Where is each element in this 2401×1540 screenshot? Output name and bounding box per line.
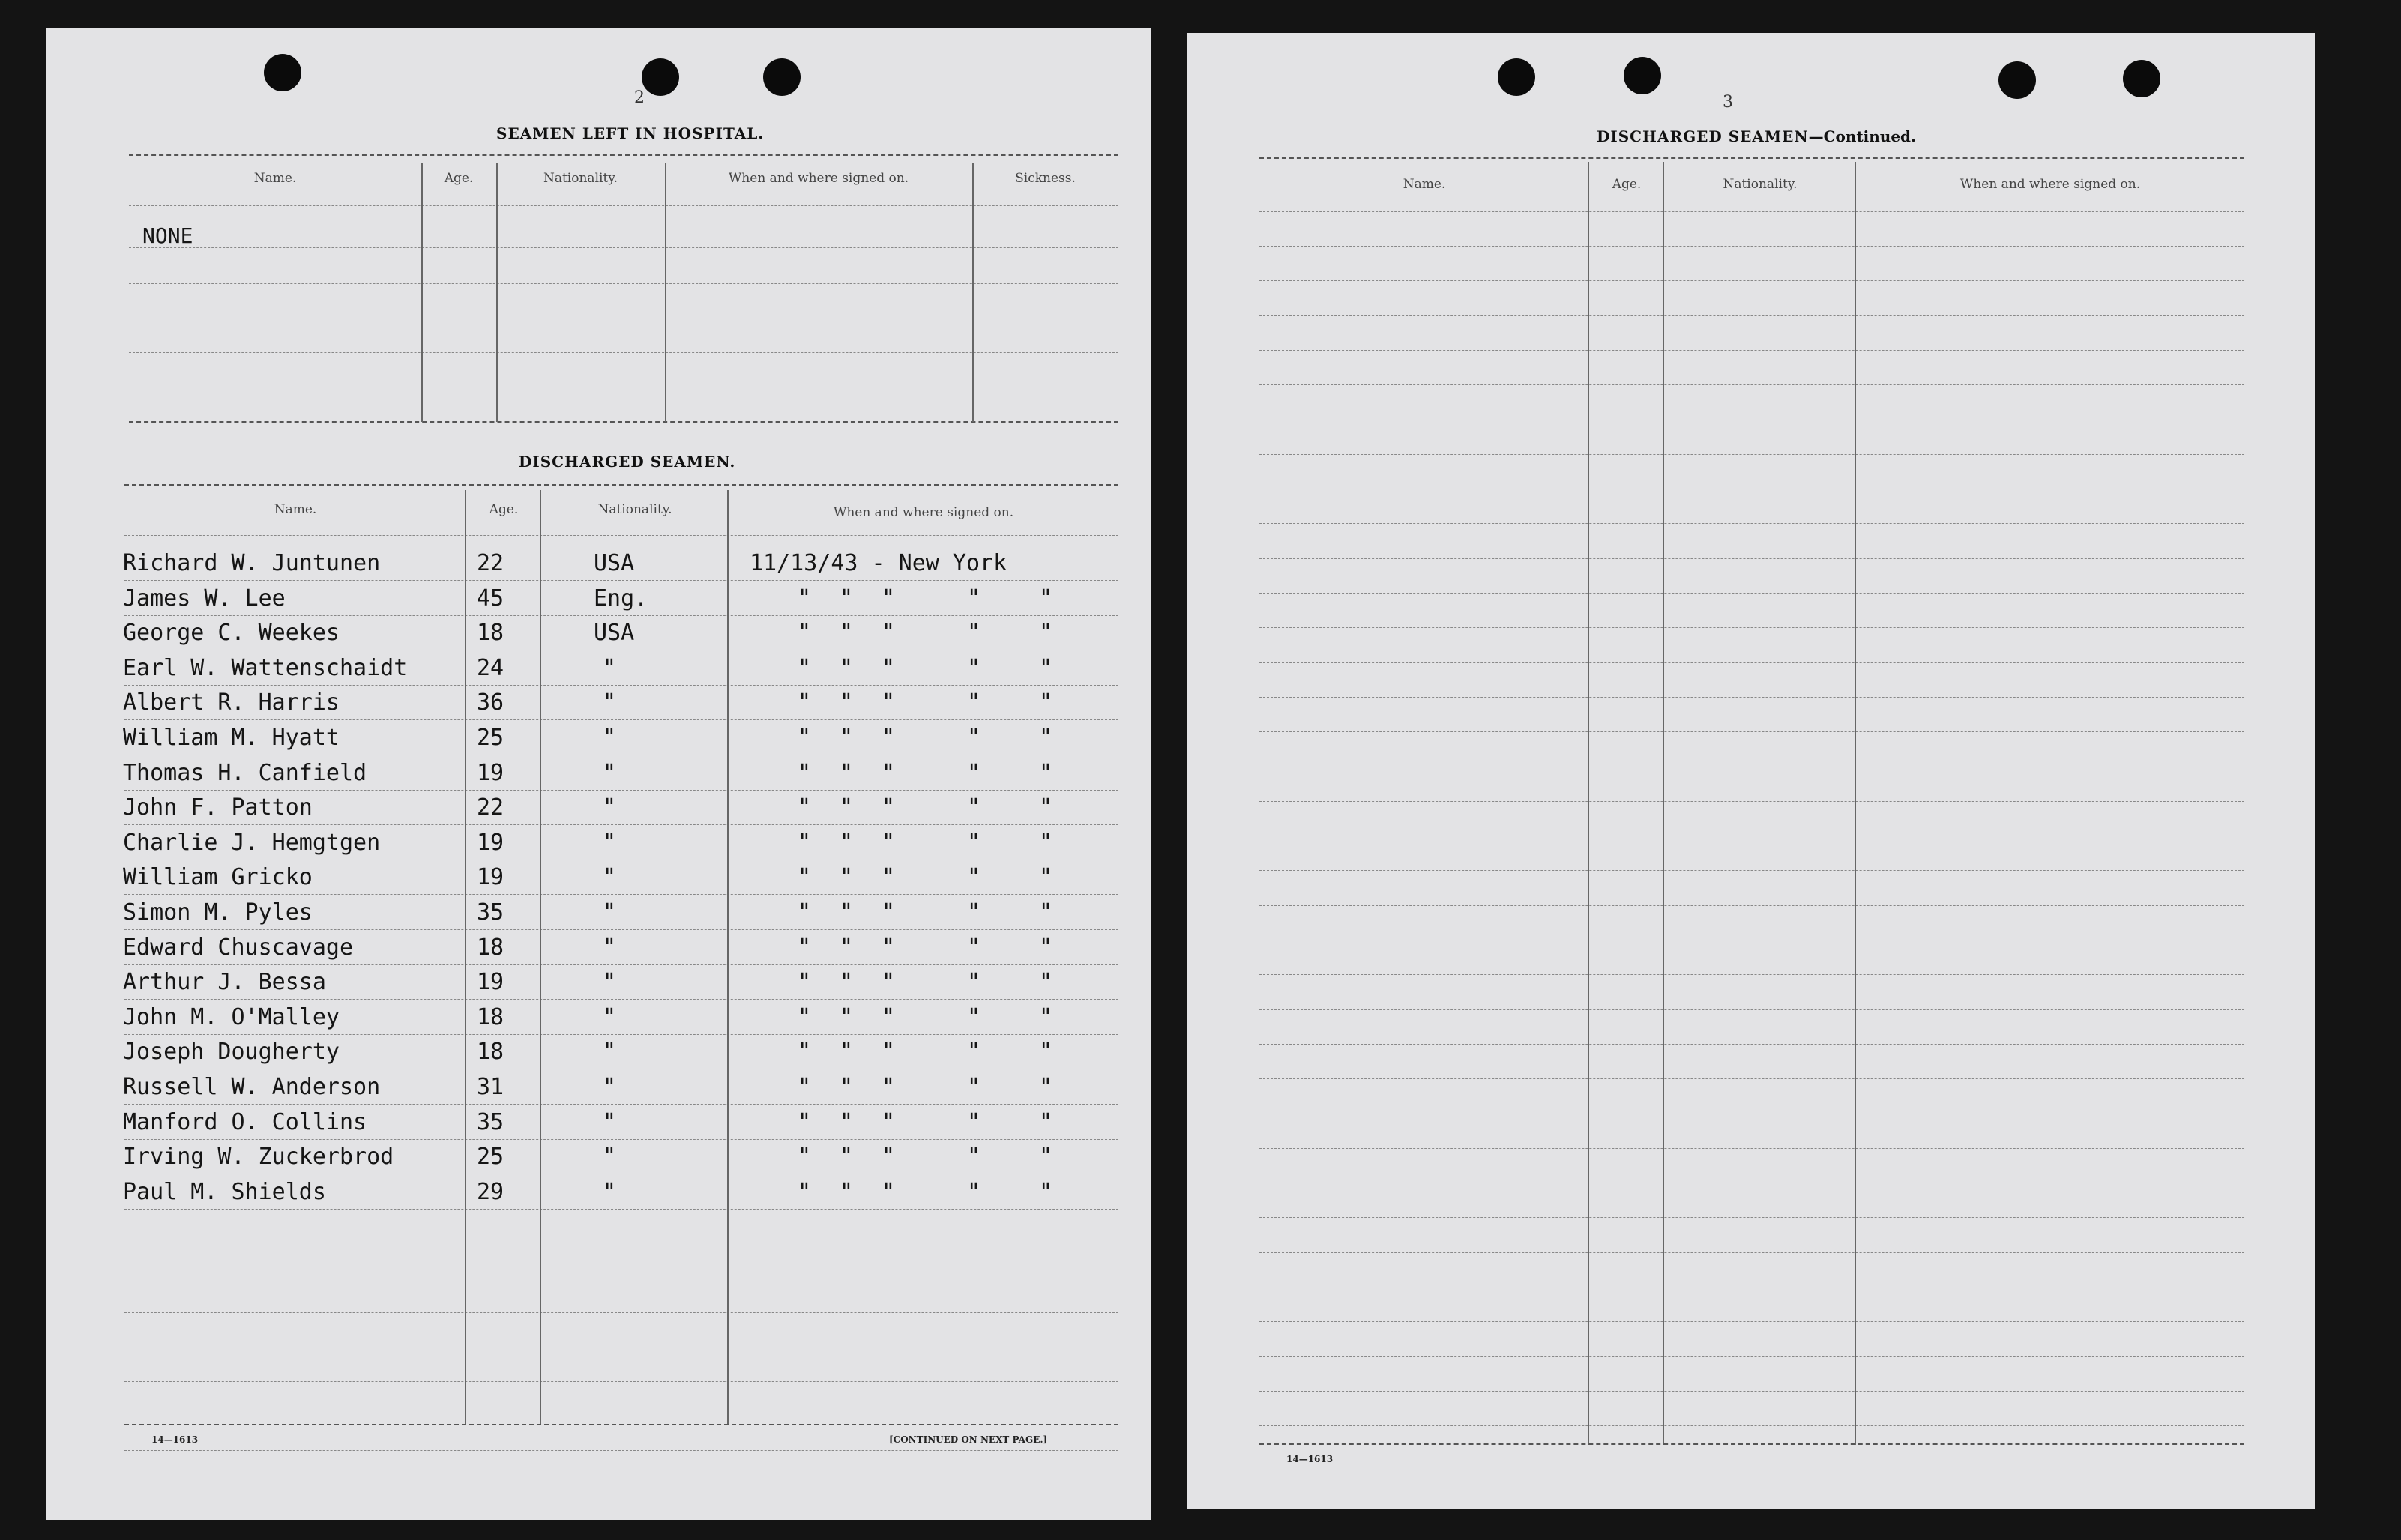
ditto-mark: " xyxy=(967,654,981,681)
ditto-mark: " xyxy=(882,654,896,681)
ditto-mark: " xyxy=(967,1178,981,1205)
table-rule xyxy=(1259,1148,2244,1149)
table-rule xyxy=(1259,1044,2244,1045)
table-rule xyxy=(124,999,1118,1000)
table-rule xyxy=(1259,1078,2244,1079)
column-divider xyxy=(421,163,423,422)
ditto-mark: " xyxy=(840,1178,854,1205)
table-rule xyxy=(1259,731,2244,732)
ditto-mark: " xyxy=(840,759,854,786)
seaman-age: 18 xyxy=(477,934,504,961)
table-rule xyxy=(124,1104,1118,1105)
ditto-mark: " xyxy=(967,1003,981,1030)
ditto-mark: " xyxy=(1039,829,1053,856)
ditto-mark: " xyxy=(840,1108,854,1135)
table-rule xyxy=(129,352,1118,353)
ditto-mark: " xyxy=(603,654,617,681)
ditto-mark: " xyxy=(603,1003,617,1030)
table-rule xyxy=(124,685,1118,686)
table-rule xyxy=(124,615,1118,616)
punch-hole xyxy=(2123,60,2160,97)
ditto-mark: " xyxy=(798,864,812,891)
seaman-age: 22 xyxy=(477,550,504,576)
ditto-mark: " xyxy=(603,829,617,856)
table-rule xyxy=(124,1381,1118,1382)
seaman-name: Charlie J. Hemgtgen xyxy=(123,829,381,856)
column-header: When and where signed on. xyxy=(728,171,909,186)
ditto-mark: " xyxy=(798,1003,812,1030)
column-header: Name. xyxy=(1403,177,1446,192)
ditto-mark: " xyxy=(798,1178,812,1205)
form-number: 14—1613 xyxy=(1286,1454,1334,1464)
column-divider xyxy=(727,490,729,1425)
punch-hole xyxy=(1498,58,1535,96)
ditto-mark: " xyxy=(840,725,854,751)
table-rule xyxy=(1259,1252,2244,1253)
page-number: 2 xyxy=(634,88,645,107)
table-rule xyxy=(124,964,1118,965)
table-rule xyxy=(1259,974,2244,975)
continued-heading xyxy=(1597,127,1916,145)
seaman-age: 18 xyxy=(477,1039,504,1066)
table-rule xyxy=(129,154,1118,156)
ditto-mark: " xyxy=(1039,759,1053,786)
table-rule xyxy=(124,1450,1118,1451)
seaman-name: William M. Hyatt xyxy=(123,725,340,751)
column-divider xyxy=(665,163,666,422)
column-divider xyxy=(496,163,498,422)
ditto-mark: " xyxy=(798,794,812,821)
column-divider xyxy=(1855,162,1856,1445)
seaman-name: Thomas H. Canfield xyxy=(123,759,367,786)
column-divider xyxy=(540,490,541,1425)
ditto-mark: " xyxy=(967,864,981,891)
punch-hole xyxy=(1998,61,2036,99)
column-divider xyxy=(465,490,466,1425)
table-rule xyxy=(124,1034,1118,1035)
ditto-mark: " xyxy=(840,864,854,891)
seaman-age: 19 xyxy=(477,864,504,891)
ditto-mark: " xyxy=(882,934,896,961)
table-rule xyxy=(1259,1443,2244,1445)
table-rule xyxy=(124,580,1118,581)
seaman-name: Edward Chuscavage xyxy=(123,934,354,961)
seaman-age: 18 xyxy=(477,620,504,647)
column-header: Nationality. xyxy=(543,171,618,186)
ditto-mark: " xyxy=(882,1108,896,1135)
heading-suffix: —Continued. xyxy=(1808,127,1916,145)
ditto-mark: " xyxy=(1039,934,1053,961)
table-rule xyxy=(1259,454,2244,455)
seaman-nationality: USA xyxy=(594,550,635,576)
ditto-mark: " xyxy=(603,794,617,821)
seaman-age: 31 xyxy=(477,1074,504,1100)
column-divider xyxy=(972,163,974,422)
ditto-mark: " xyxy=(967,689,981,716)
column-header: Nationality. xyxy=(1723,177,1798,192)
ditto-mark: " xyxy=(1039,725,1053,751)
table-rule xyxy=(124,824,1118,825)
ditto-mark: " xyxy=(1039,1178,1053,1205)
ditto-mark: " xyxy=(798,1108,812,1135)
ditto-mark: " xyxy=(967,934,981,961)
column-divider xyxy=(1663,162,1664,1445)
ditto-mark: " xyxy=(967,794,981,821)
seaman-nationality: Eng. xyxy=(594,585,648,612)
ditto-mark: " xyxy=(840,969,854,996)
table-rule xyxy=(129,247,1118,248)
seaman-name: Arthur J. Bessa xyxy=(123,969,326,996)
table-rule xyxy=(124,535,1118,536)
ditto-mark: " xyxy=(967,1144,981,1171)
ditto-mark: " xyxy=(840,829,854,856)
ditto-mark: " xyxy=(840,654,854,681)
table-rule xyxy=(124,1209,1118,1210)
column-header: Age. xyxy=(444,171,474,186)
ditto-mark: " xyxy=(798,1074,812,1100)
ditto-mark: " xyxy=(1039,794,1053,821)
seaman-name: Paul M. Shields xyxy=(123,1178,326,1205)
seaman-age: 45 xyxy=(477,585,504,612)
ditto-mark: " xyxy=(603,1074,617,1100)
ditto-mark: " xyxy=(603,689,617,716)
table-rule xyxy=(1259,870,2244,871)
ditto-mark: " xyxy=(840,794,854,821)
ditto-mark: " xyxy=(882,899,896,925)
ditto-mark: " xyxy=(798,689,812,716)
ditto-mark: " xyxy=(967,759,981,786)
ditto-mark: " xyxy=(798,1144,812,1171)
seaman-age: 35 xyxy=(477,1108,504,1135)
ditto-mark: " xyxy=(967,969,981,996)
table-rule xyxy=(1259,246,2244,247)
seaman-nationality: USA xyxy=(594,620,635,647)
seaman-name: Richard W. Juntunen xyxy=(123,550,381,576)
ditto-mark: " xyxy=(967,585,981,612)
right-page xyxy=(1187,33,2315,1509)
ditto-mark: " xyxy=(840,1144,854,1171)
discharged-heading: DISCHARGED SEAMEN. xyxy=(519,453,736,471)
ditto-mark: " xyxy=(1039,585,1053,612)
punch-hole xyxy=(763,58,801,96)
table-rule xyxy=(124,484,1118,486)
ditto-mark: " xyxy=(1039,654,1053,681)
ditto-mark: " xyxy=(603,899,617,925)
column-header: When and where signed on. xyxy=(833,505,1014,520)
ditto-mark: " xyxy=(967,1074,981,1100)
table-rule xyxy=(1259,905,2244,906)
page-number: 3 xyxy=(1723,93,1733,112)
ditto-mark: " xyxy=(840,1003,854,1030)
ditto-mark: " xyxy=(882,725,896,751)
ditto-mark: " xyxy=(840,585,854,612)
seaman-age: 19 xyxy=(477,829,504,856)
ditto-mark: " xyxy=(967,899,981,925)
seaman-age: 29 xyxy=(477,1178,504,1205)
seaman-age: 19 xyxy=(477,759,504,786)
table-rule xyxy=(129,421,1118,423)
table-rule xyxy=(1259,523,2244,524)
ditto-mark: " xyxy=(1039,864,1053,891)
ditto-mark: " xyxy=(603,1144,617,1171)
ditto-mark: " xyxy=(967,620,981,647)
ditto-mark: " xyxy=(840,1074,854,1100)
table-rule xyxy=(1259,1356,2244,1357)
ditto-mark: " xyxy=(603,934,617,961)
ditto-mark: " xyxy=(882,829,896,856)
ditto-mark: " xyxy=(798,759,812,786)
table-rule xyxy=(124,1139,1118,1140)
form-number: 14—1613 xyxy=(151,1434,199,1445)
ditto-mark: " xyxy=(798,620,812,647)
table-rule xyxy=(129,283,1118,284)
column-divider xyxy=(1588,162,1589,1445)
ditto-mark: " xyxy=(603,725,617,751)
column-header: Sickness. xyxy=(1015,171,1076,186)
ditto-mark: " xyxy=(798,725,812,751)
ditto-mark: " xyxy=(967,1039,981,1066)
ditto-mark: " xyxy=(798,1039,812,1066)
seaman-age: 25 xyxy=(477,725,504,751)
ditto-mark: " xyxy=(1039,620,1053,647)
table-rule xyxy=(124,894,1118,895)
table-rule xyxy=(1259,280,2244,281)
ditto-mark: " xyxy=(603,759,617,786)
seaman-name: James W. Lee xyxy=(123,585,286,612)
ditto-mark: " xyxy=(882,1144,896,1171)
punch-hole xyxy=(1624,57,1661,94)
heading-main: DISCHARGED SEAMEN xyxy=(1597,127,1809,145)
seaman-age: 36 xyxy=(477,689,504,716)
column-header: Name. xyxy=(274,502,317,517)
table-rule xyxy=(1259,801,2244,802)
table-rule xyxy=(1259,627,2244,628)
ditto-mark: " xyxy=(967,829,981,856)
ditto-mark: " xyxy=(840,689,854,716)
ditto-mark: " xyxy=(882,620,896,647)
ditto-mark: " xyxy=(603,969,617,996)
ditto-mark: " xyxy=(1039,969,1053,996)
ditto-mark: " xyxy=(798,654,812,681)
ditto-mark: " xyxy=(1039,899,1053,925)
ditto-mark: " xyxy=(798,829,812,856)
ditto-mark: " xyxy=(1039,1144,1053,1171)
ditto-mark: " xyxy=(882,1074,896,1100)
continued-note: [CONTINUED ON NEXT PAGE.] xyxy=(889,1434,1048,1445)
ditto-mark: " xyxy=(882,585,896,612)
seaman-name: William Gricko xyxy=(123,864,313,891)
ditto-mark: " xyxy=(882,1039,896,1066)
ditto-mark: " xyxy=(882,864,896,891)
left-page xyxy=(46,28,1151,1520)
ditto-mark: " xyxy=(603,1108,617,1135)
table-rule xyxy=(1259,697,2244,698)
seaman-age: 18 xyxy=(477,1003,504,1030)
column-header: Age. xyxy=(1612,177,1642,192)
table-rule xyxy=(1259,211,2244,212)
seaman-name: Russell W. Anderson xyxy=(123,1074,381,1100)
seaman-name: Manford O. Collins xyxy=(123,1108,367,1135)
ditto-mark: " xyxy=(840,620,854,647)
table-rule xyxy=(124,719,1118,720)
ditto-mark: " xyxy=(840,1039,854,1066)
table-rule xyxy=(1259,384,2244,385)
ditto-mark: " xyxy=(882,969,896,996)
column-header: Nationality. xyxy=(597,502,672,517)
seaman-name: George C. Weekes xyxy=(123,620,340,647)
column-header: When and where signed on. xyxy=(1959,177,2141,192)
seaman-name: Earl W. Wattenschaidt xyxy=(123,654,408,681)
table-rule xyxy=(124,790,1118,791)
seaman-name: John M. O'Malley xyxy=(123,1003,340,1030)
ditto-mark: " xyxy=(967,725,981,751)
ditto-mark: " xyxy=(840,899,854,925)
table-rule xyxy=(129,205,1118,206)
ditto-mark: " xyxy=(1039,1108,1053,1135)
table-rule xyxy=(124,1312,1118,1313)
ditto-mark: " xyxy=(1039,1003,1053,1030)
hospital-heading: SEAMEN LEFT IN HOSPITAL. xyxy=(496,124,765,142)
seaman-name: Irving W. Zuckerbrod xyxy=(123,1144,394,1171)
seaman-age: 25 xyxy=(477,1144,504,1171)
ditto-mark: " xyxy=(882,1178,896,1205)
seaman-signed-on: 11/13/43 - New York xyxy=(750,550,1007,576)
ditto-mark: " xyxy=(603,864,617,891)
table-rule xyxy=(1259,558,2244,559)
ditto-mark: " xyxy=(798,899,812,925)
ditto-mark: " xyxy=(798,934,812,961)
ditto-mark: " xyxy=(967,1108,981,1135)
table-rule xyxy=(124,1424,1118,1425)
table-rule xyxy=(1259,593,2244,594)
ditto-mark: " xyxy=(603,1039,617,1066)
ditto-mark: " xyxy=(882,689,896,716)
ditto-mark: " xyxy=(603,1178,617,1205)
ditto-mark: " xyxy=(798,969,812,996)
seaman-name: Joseph Dougherty xyxy=(123,1039,340,1066)
table-rule xyxy=(1259,1425,2244,1426)
hospital-entry: NONE xyxy=(142,223,193,248)
punch-hole xyxy=(642,58,679,96)
ditto-mark: " xyxy=(1039,1039,1053,1066)
column-header: Age. xyxy=(489,502,519,517)
ditto-mark: " xyxy=(1039,1074,1053,1100)
seaman-age: 24 xyxy=(477,654,504,681)
ditto-mark: " xyxy=(882,1003,896,1030)
ditto-mark: " xyxy=(798,585,812,612)
table-rule xyxy=(1259,157,2244,159)
table-rule xyxy=(1259,350,2244,351)
table-rule xyxy=(1259,1217,2244,1218)
seaman-age: 19 xyxy=(477,969,504,996)
seaman-name: Albert R. Harris xyxy=(123,689,340,716)
ditto-mark: " xyxy=(882,794,896,821)
punch-hole xyxy=(264,54,301,91)
table-rule xyxy=(1259,315,2244,316)
ditto-mark: " xyxy=(840,934,854,961)
column-header: Name. xyxy=(253,171,297,186)
table-rule xyxy=(124,929,1118,930)
table-rule xyxy=(1259,662,2244,663)
seaman-age: 35 xyxy=(477,899,504,925)
ditto-mark: " xyxy=(882,759,896,786)
table-rule xyxy=(1259,1009,2244,1010)
seaman-age: 22 xyxy=(477,794,504,821)
table-rule xyxy=(1259,1391,2244,1392)
seaman-name: Simon M. Pyles xyxy=(123,899,313,925)
ditto-mark: " xyxy=(1039,689,1053,716)
seaman-name: John F. Patton xyxy=(123,794,313,821)
table-rule xyxy=(1259,1321,2244,1322)
